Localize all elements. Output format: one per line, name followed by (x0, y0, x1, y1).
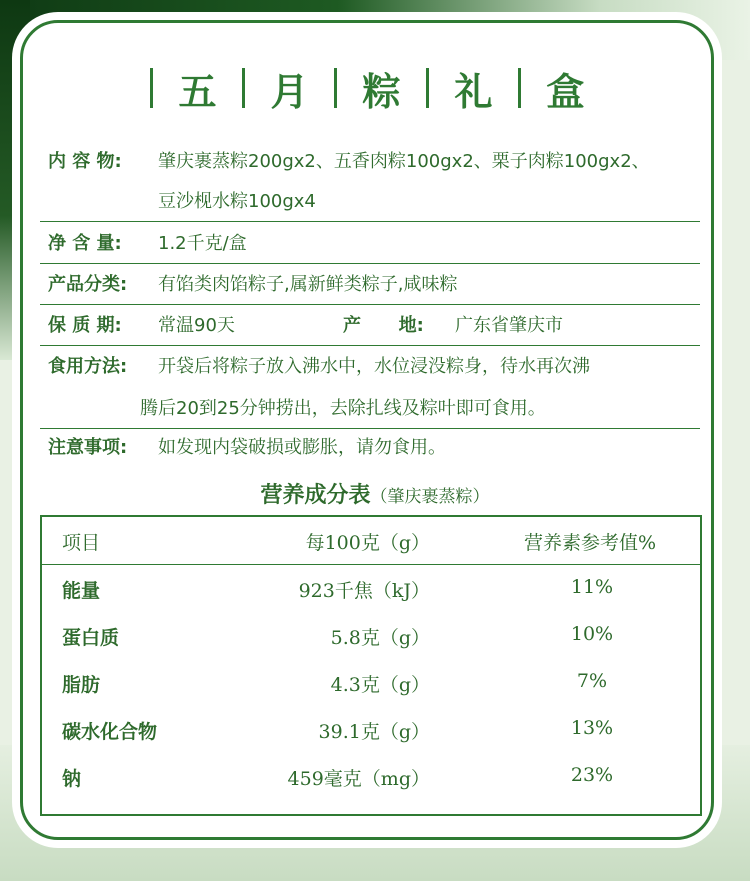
category-value: 有馅类肉馅粽子,属新鲜类粽子,咸味粽 (158, 274, 458, 295)
table-row (42, 753, 700, 799)
notes-label: 注意事项: (48, 437, 128, 458)
table-row (42, 659, 700, 705)
shelf-life-value: 常温90天 (158, 315, 235, 336)
nutrition-header-row (42, 517, 700, 563)
header-nrv: 营养素参考值% (523, 532, 657, 554)
nutrient-amount: 459毫克（mg） (287, 768, 430, 790)
notes-value: 如发现内袋破损或膨胀，请勿食用。 (158, 437, 446, 458)
table-row (42, 706, 700, 752)
title-char: 五 (178, 68, 217, 114)
nutrient-nrv: 10% (570, 623, 614, 645)
divider (40, 345, 700, 346)
divider (40, 428, 700, 429)
nutrient-name: 能量 (62, 580, 101, 602)
divider (40, 221, 700, 222)
divider (40, 304, 700, 305)
nutrient-nrv: 23% (570, 764, 614, 786)
header-item: 项目 (62, 532, 101, 554)
contents-row (40, 151, 700, 211)
nutrient-nrv: 11% (570, 576, 614, 598)
title-char: 盒 (546, 68, 585, 114)
usage-label: 食用方法: (48, 356, 128, 377)
nutrition-table (40, 515, 702, 816)
divider (40, 263, 700, 264)
nutrient-amount: 39.1克（g） (318, 721, 430, 743)
nutrition-title-main: 营养成分表 (260, 482, 371, 508)
usage-row (40, 356, 700, 420)
category-row (40, 274, 700, 298)
contents-value-line2: 豆沙枧水粽100gx4 (158, 191, 316, 212)
nutrient-amount: 4.3克（g） (330, 674, 430, 696)
nutrition-title (0, 478, 750, 509)
shelf-life-label: 保 质 期: (48, 315, 122, 336)
table-row (42, 565, 700, 611)
title-char: 礼 (454, 68, 493, 114)
table-row (42, 612, 700, 658)
notes-row (40, 437, 700, 461)
nutrient-amount: 5.8克（g） (330, 627, 430, 649)
net-weight-label: 净 含 量: (48, 233, 122, 254)
contents-value-line1: 肇庆裹蒸粽200gx2、五香肉粽100gx2、栗子肉粽100gx2、 (158, 151, 650, 172)
nutrient-name: 碳水化合物 (62, 721, 158, 743)
origin-value: 广东省肇庆市 (455, 315, 563, 336)
header-per-100g: 每100克（g） (305, 532, 430, 554)
nutrition-title-sub: （肇庆裹蒸粽） (370, 487, 490, 507)
contents-label: 内 容 物: (48, 151, 122, 172)
category-label: 产品分类: (48, 274, 128, 295)
product-title (150, 58, 610, 118)
nutrient-nrv: 13% (570, 717, 614, 739)
usage-value-line2: 腾后20到25分钟捞出，去除扎线及粽叶即可食用。 (140, 398, 546, 419)
nutrient-nrv: 7% (576, 670, 608, 692)
title-char: 粽 (362, 68, 401, 114)
usage-value-line1: 开袋后将粽子放入沸水中，水位浸没粽身，待水再次沸 (158, 356, 590, 377)
nutrient-name: 脂肪 (62, 674, 101, 696)
nutrient-amount: 923千焦（kJ） (298, 580, 430, 602)
net-weight-row (40, 233, 700, 257)
origin-label: 产 地: (343, 315, 424, 336)
title-char: 月 (270, 68, 309, 114)
net-weight-value: 1.2千克/盒 (158, 233, 247, 254)
nutrient-name: 蛋白质 (62, 627, 120, 649)
nutrient-name: 钠 (62, 768, 82, 790)
shelf-life-row (40, 315, 700, 339)
